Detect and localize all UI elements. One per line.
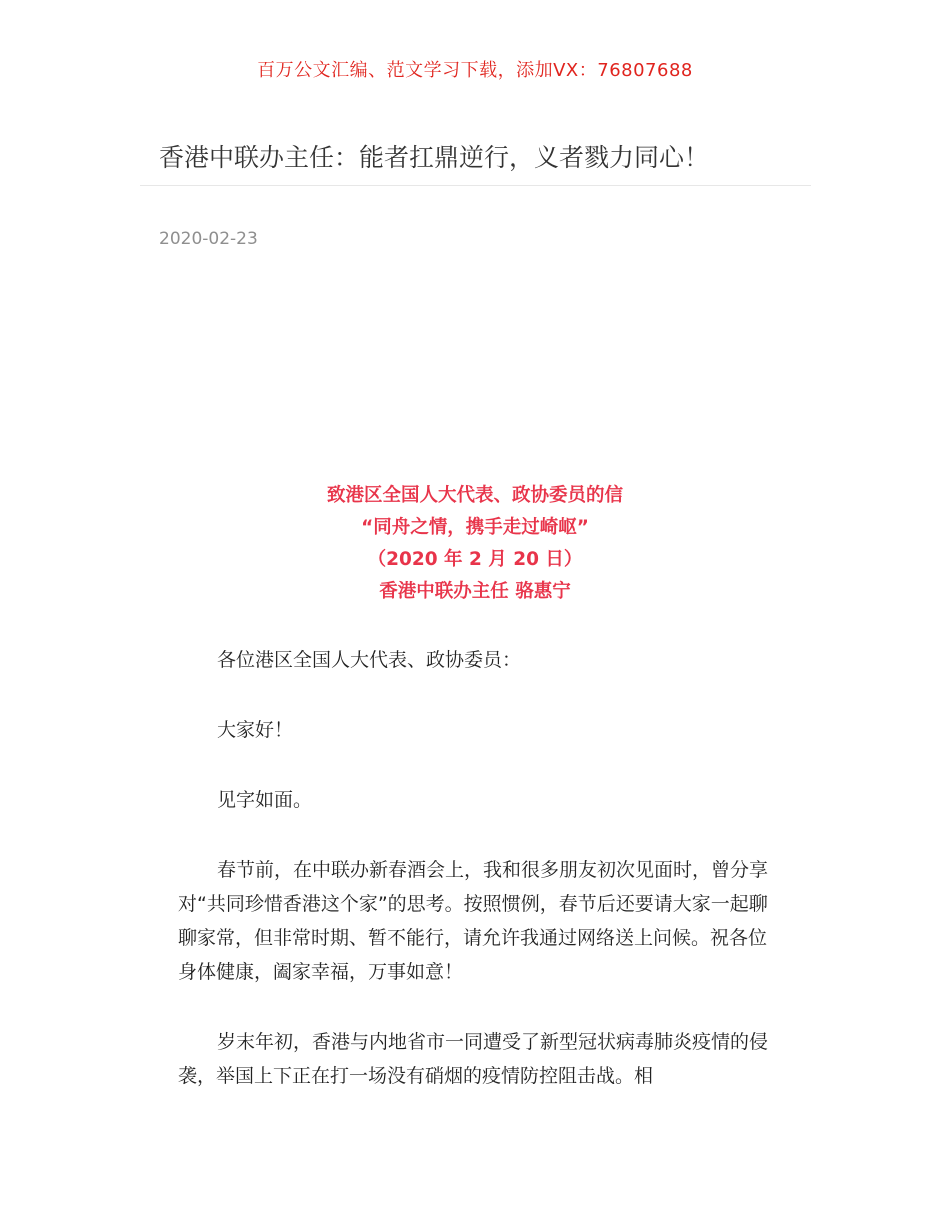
title-divider: [140, 185, 811, 186]
salutation: 各位港区全国人大代表、政协委员：: [217, 649, 522, 671]
publish-date: 2020-02-23: [159, 229, 258, 249]
greeting: 大家好！: [217, 719, 294, 741]
letter-heading-title: 致港区全国人大代表、政协委员的信: [326, 485, 623, 506]
letter-heading-author: 香港中联办主任 骆惠宁: [379, 581, 571, 602]
promo-banner: 百万公文汇编、范文学习下载，添加VX：76807688: [257, 60, 693, 81]
letter-heading: [0, 480, 950, 608]
letter-heading-subtitle: “同舟之情，携手走过崎岖”: [361, 517, 589, 538]
letter-body: [178, 643, 778, 1129]
body-paragraph: 春节前，在中联办新春酒会上，我和很多朋友初次见面时，曾分享对“共同珍惜香港这个家”的思考。按照惯例，春节后还要请大家一起聊聊家常，但非常时期、暂不能行，请允许我通过网络送上问候。祝各位身体健康，阖家幸福，万事如意！: [178, 859, 769, 983]
article-title: 香港中联办主任：能者扛鼎逆行，义者戮力同心！: [159, 143, 710, 172]
letter-heading-date: （2020 年 2 月 20 日）: [367, 549, 583, 570]
opening-line: 见字如面。: [217, 789, 313, 811]
body-paragraph: 岁末年初，香港与内地省市一同遭受了新型冠状病毒肺炎疫情的侵袭，举国上下正在打一场没有硝烟的疫情防控阻击战。相: [178, 1031, 769, 1087]
